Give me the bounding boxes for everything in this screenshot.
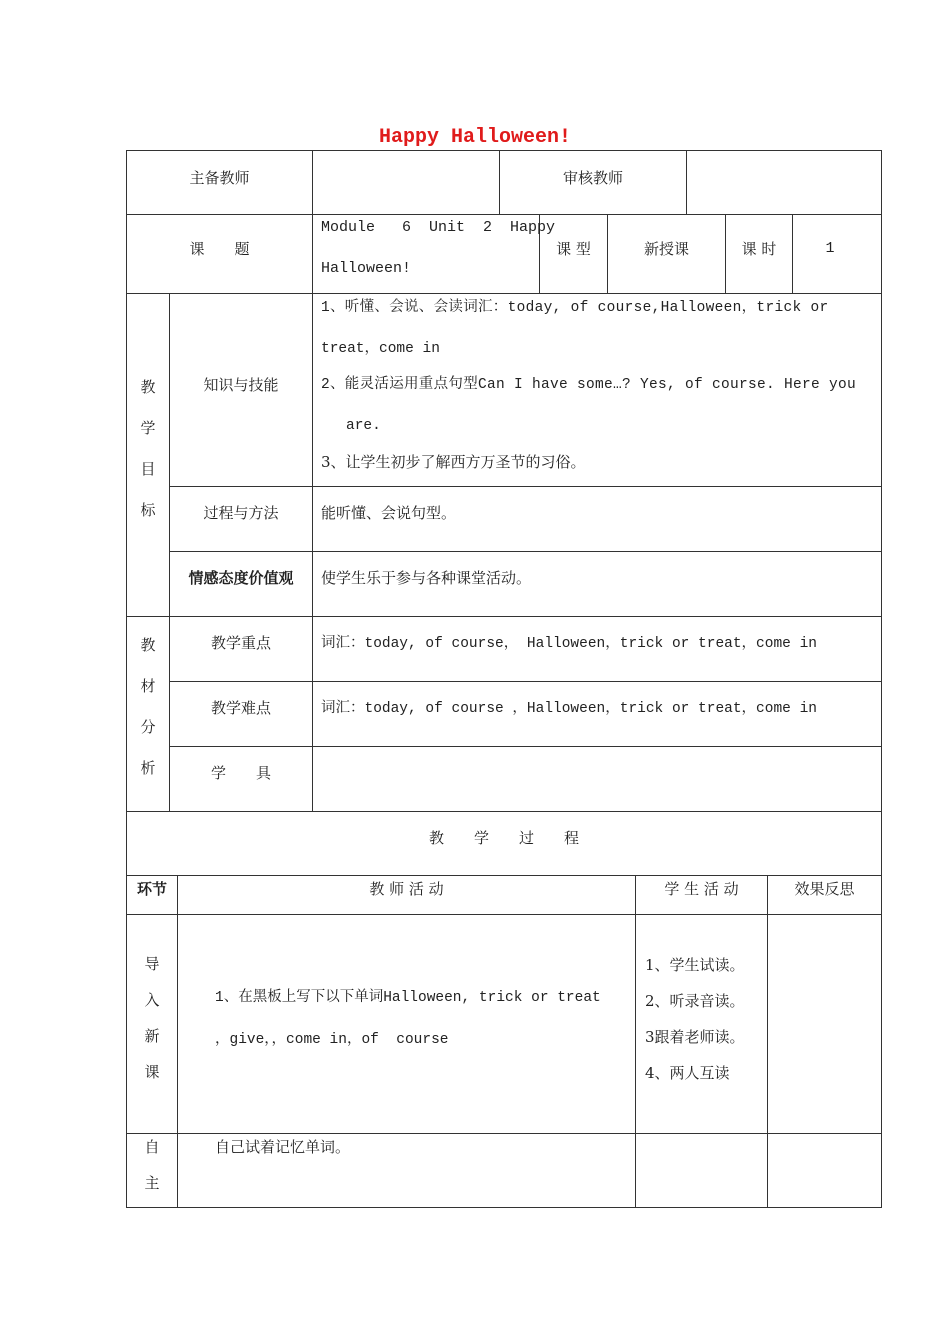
col-student-header: 学 生 活 动 — [664, 880, 739, 898]
knowledge-label: 知识与技能 — [203, 376, 279, 394]
student-activity-line: 2、听录音读。 — [645, 992, 745, 1010]
reviewer-label: 审核教师 — [562, 169, 623, 187]
period-label: 课 时 — [741, 240, 777, 258]
objectives-char: 学 — [140, 419, 156, 437]
student-activity-line: 4、两人互读 — [645, 1064, 730, 1082]
col-reflection-header: 效果反思 — [794, 880, 855, 898]
key-points-label: 教学重点 — [210, 634, 271, 652]
topic-line-2: Halloween! — [321, 260, 412, 277]
tools-label: 学 具 — [210, 764, 271, 782]
materials-char: 析 — [140, 759, 156, 777]
topic-line-1: Module 6 Unit 2 Happy — [321, 219, 556, 236]
difficult-points-text: 词汇：today, of course ，Halloween，trick or treat，come in — [321, 701, 817, 717]
teacher-activity-line-2: ，give，，come in，of course — [215, 1032, 449, 1048]
stage-char: 导 — [144, 955, 160, 973]
stage-char: 主 — [144, 1174, 160, 1192]
topic-label: 课 题 — [189, 240, 250, 258]
key-points-text: 词汇：today, of course， Halloween，trick or treat，come in — [321, 636, 817, 652]
process-method-text: 能听懂、会说句型。 — [321, 504, 457, 522]
col-stage-header: 环节 — [136, 880, 167, 898]
stage-char: 课 — [144, 1063, 160, 1081]
student-activity-line: 1、学生试读。 — [645, 956, 745, 974]
type-label: 课 型 — [556, 240, 591, 258]
objectives-char: 教 — [140, 378, 156, 396]
knowledge-line-4: are. — [346, 418, 381, 434]
document-title: Happy Halloween! — [378, 126, 572, 149]
stage-char: 入 — [144, 991, 160, 1009]
knowledge-line-3: 2、能灵活运用重点句型Can I have some…? Yes, of course. Here you — [321, 377, 857, 393]
lead-teacher-label: 主备教师 — [189, 169, 250, 187]
period-value: 1 — [825, 240, 835, 257]
type-value: 新授课 — [643, 240, 689, 258]
stage-char: 新 — [144, 1027, 160, 1045]
attitude-label: 情感态度价值观 — [188, 569, 294, 587]
knowledge-line-5: 3、让学生初步了解西方万圣节的习俗。 — [321, 453, 586, 471]
objectives-char: 目 — [140, 460, 156, 478]
col-teacher-header: 教 师 活 动 — [369, 880, 444, 898]
teacher-activity-line-1: 1、在黑板上写下以下单词Halloween, trick or treat — [215, 990, 601, 1006]
materials-char: 分 — [140, 718, 156, 736]
process-method-label: 过程与方法 — [203, 504, 279, 522]
knowledge-line-1: 1、听懂、会说、会读词汇：today, of course,Halloween，trick or — [321, 300, 829, 316]
attitude-text: 使学生乐于参与各种课堂活动。 — [321, 569, 532, 587]
process-heading: 教 学 过 程 — [428, 829, 579, 847]
objectives-char: 标 — [140, 501, 156, 519]
stage-char: 自 — [144, 1138, 160, 1156]
student-activity-line: 3跟着老师读。 — [645, 1028, 745, 1046]
difficult-points-label: 教学难点 — [210, 699, 271, 717]
materials-char: 教 — [140, 636, 156, 654]
materials-char: 材 — [140, 677, 156, 695]
teacher-activity-text: 自己试着记忆单词。 — [215, 1138, 351, 1156]
knowledge-line-2: treat，come in — [321, 341, 440, 357]
